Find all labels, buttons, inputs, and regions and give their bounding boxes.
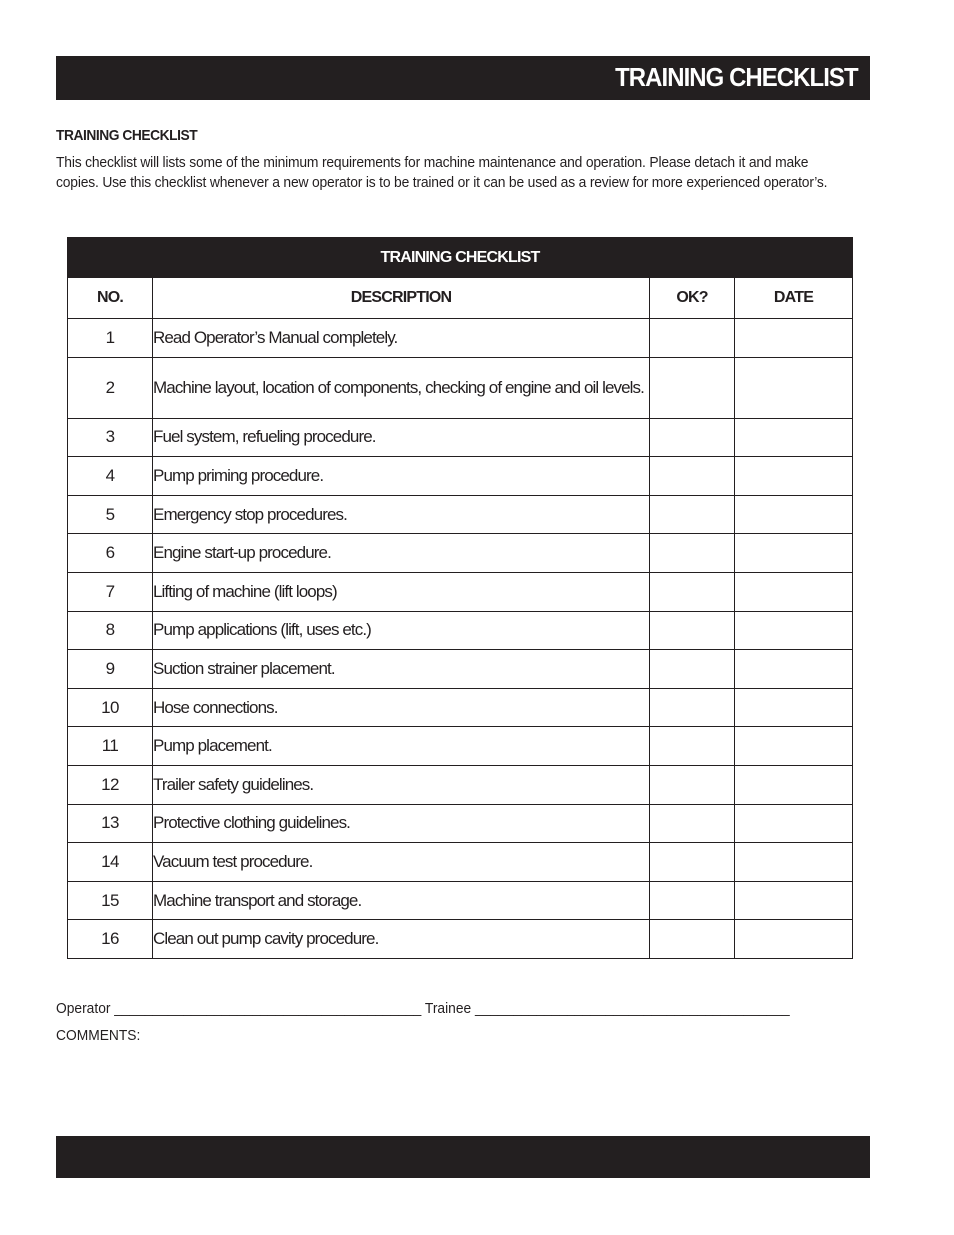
table-row xyxy=(68,319,853,358)
row-description: Hose connections. xyxy=(153,688,650,727)
row-description: Lifting of machine (lift loops) xyxy=(153,572,650,611)
row-number: 16 xyxy=(68,920,153,959)
table-row xyxy=(68,727,853,766)
row-description: Engine start-up procedure. xyxy=(153,534,650,573)
row-number: 3 xyxy=(68,418,153,457)
intro-line-2: copies. Use this checklist whenever a new operator is to be trained or it can be used as a review for more experienced operator’s. xyxy=(56,174,828,191)
row-description: Pump placement. xyxy=(153,727,650,766)
row-description: Read Operator’s Manual completely. xyxy=(153,319,650,358)
ok-checkbox-cell[interactable] xyxy=(650,319,735,358)
row-description: Fuel system, refueling procedure. xyxy=(153,418,650,457)
date-entry-cell[interactable] xyxy=(735,688,853,727)
row-description: Suction strainer placement. xyxy=(153,650,650,689)
date-entry-cell[interactable] xyxy=(735,457,853,496)
operator-label: Operator xyxy=(56,1000,111,1017)
column-header-ok: OK? xyxy=(650,278,735,319)
row-number: 9 xyxy=(68,650,153,689)
date-entry-cell[interactable] xyxy=(735,319,853,358)
date-entry-cell[interactable] xyxy=(735,881,853,920)
table-title: TRAINING CHECKLIST xyxy=(68,238,853,278)
date-entry-cell[interactable] xyxy=(735,611,853,650)
date-entry-cell[interactable] xyxy=(735,495,853,534)
table-row xyxy=(68,611,853,650)
ok-checkbox-cell[interactable] xyxy=(650,457,735,496)
date-entry-cell[interactable] xyxy=(735,804,853,843)
row-number: 10 xyxy=(68,688,153,727)
ok-checkbox-cell[interactable] xyxy=(650,688,735,727)
date-entry-cell[interactable] xyxy=(735,572,853,611)
date-entry-cell[interactable] xyxy=(735,418,853,457)
table-row xyxy=(68,650,853,689)
operator-signature-field[interactable]: ________________________________________ xyxy=(114,1000,422,1017)
ok-checkbox-cell[interactable] xyxy=(650,920,735,959)
row-description: Pump priming procedure. xyxy=(153,457,650,496)
row-description: Vacuum test procedure. xyxy=(153,843,650,882)
row-description: Machine layout, location of components, checking of engine and oil levels. xyxy=(153,357,650,418)
footer-bar xyxy=(56,1136,870,1178)
row-description: Machine transport and storage. xyxy=(153,881,650,920)
table-row xyxy=(68,457,853,496)
ok-checkbox-cell[interactable] xyxy=(650,357,735,418)
row-description: Clean out pump cavity procedure. xyxy=(153,920,650,959)
ok-checkbox-cell[interactable] xyxy=(650,881,735,920)
training-checklist-table xyxy=(67,237,853,959)
table-row xyxy=(68,418,853,457)
trainee-signature-field[interactable]: _________________________________________ xyxy=(475,1000,790,1017)
intro-paragraph xyxy=(56,153,870,193)
intro-line-1: This checklist will lists some of the minimum requirements for machine maintenance and operation. Please detach it and make xyxy=(56,154,809,171)
row-number: 6 xyxy=(68,534,153,573)
table-row xyxy=(68,765,853,804)
row-number: 13 xyxy=(68,804,153,843)
table-row xyxy=(68,688,853,727)
row-number: 15 xyxy=(68,881,153,920)
ok-checkbox-cell[interactable] xyxy=(650,727,735,766)
row-number: 7 xyxy=(68,572,153,611)
row-description: Trailer safety guidelines. xyxy=(153,765,650,804)
row-number: 4 xyxy=(68,457,153,496)
signature-line xyxy=(56,1000,810,1017)
row-number: 11 xyxy=(68,727,153,766)
column-header-date: DATE xyxy=(735,278,853,319)
row-description: Pump applications (lift, uses etc.) xyxy=(153,611,650,650)
table-row xyxy=(68,804,853,843)
row-number: 8 xyxy=(68,611,153,650)
row-number: 1 xyxy=(68,319,153,358)
date-entry-cell[interactable] xyxy=(735,843,853,882)
date-entry-cell[interactable] xyxy=(735,765,853,804)
column-header-no: NO. xyxy=(68,278,153,319)
table-row xyxy=(68,357,853,418)
row-number: 5 xyxy=(68,495,153,534)
date-entry-cell[interactable] xyxy=(735,920,853,959)
page-title: TRAINING CHECKLIST xyxy=(615,62,858,92)
row-number: 2 xyxy=(68,357,153,418)
row-number: 14 xyxy=(68,843,153,882)
date-entry-cell[interactable] xyxy=(735,534,853,573)
trainee-label: Trainee xyxy=(424,1000,472,1017)
ok-checkbox-cell[interactable] xyxy=(650,418,735,457)
table-row xyxy=(68,881,853,920)
header-bar xyxy=(56,56,870,100)
column-header-description: DESCRIPTION xyxy=(153,278,650,319)
table-row xyxy=(68,843,853,882)
table-row xyxy=(68,920,853,959)
row-description: Protective clothing guidelines. xyxy=(153,804,650,843)
row-description: Emergency stop procedures. xyxy=(153,495,650,534)
ok-checkbox-cell[interactable] xyxy=(650,843,735,882)
ok-checkbox-cell[interactable] xyxy=(650,611,735,650)
ok-checkbox-cell[interactable] xyxy=(650,572,735,611)
ok-checkbox-cell[interactable] xyxy=(650,534,735,573)
ok-checkbox-cell[interactable] xyxy=(650,765,735,804)
row-number: 12 xyxy=(68,765,153,804)
section-heading: TRAINING CHECKLIST xyxy=(56,127,198,144)
ok-checkbox-cell[interactable] xyxy=(650,495,735,534)
comments-label: COMMENTS: xyxy=(56,1027,141,1044)
ok-checkbox-cell[interactable] xyxy=(650,804,735,843)
table-row xyxy=(68,572,853,611)
table-row xyxy=(68,495,853,534)
date-entry-cell[interactable] xyxy=(735,727,853,766)
date-entry-cell[interactable] xyxy=(735,357,853,418)
table-row xyxy=(68,534,853,573)
ok-checkbox-cell[interactable] xyxy=(650,650,735,689)
date-entry-cell[interactable] xyxy=(735,650,853,689)
